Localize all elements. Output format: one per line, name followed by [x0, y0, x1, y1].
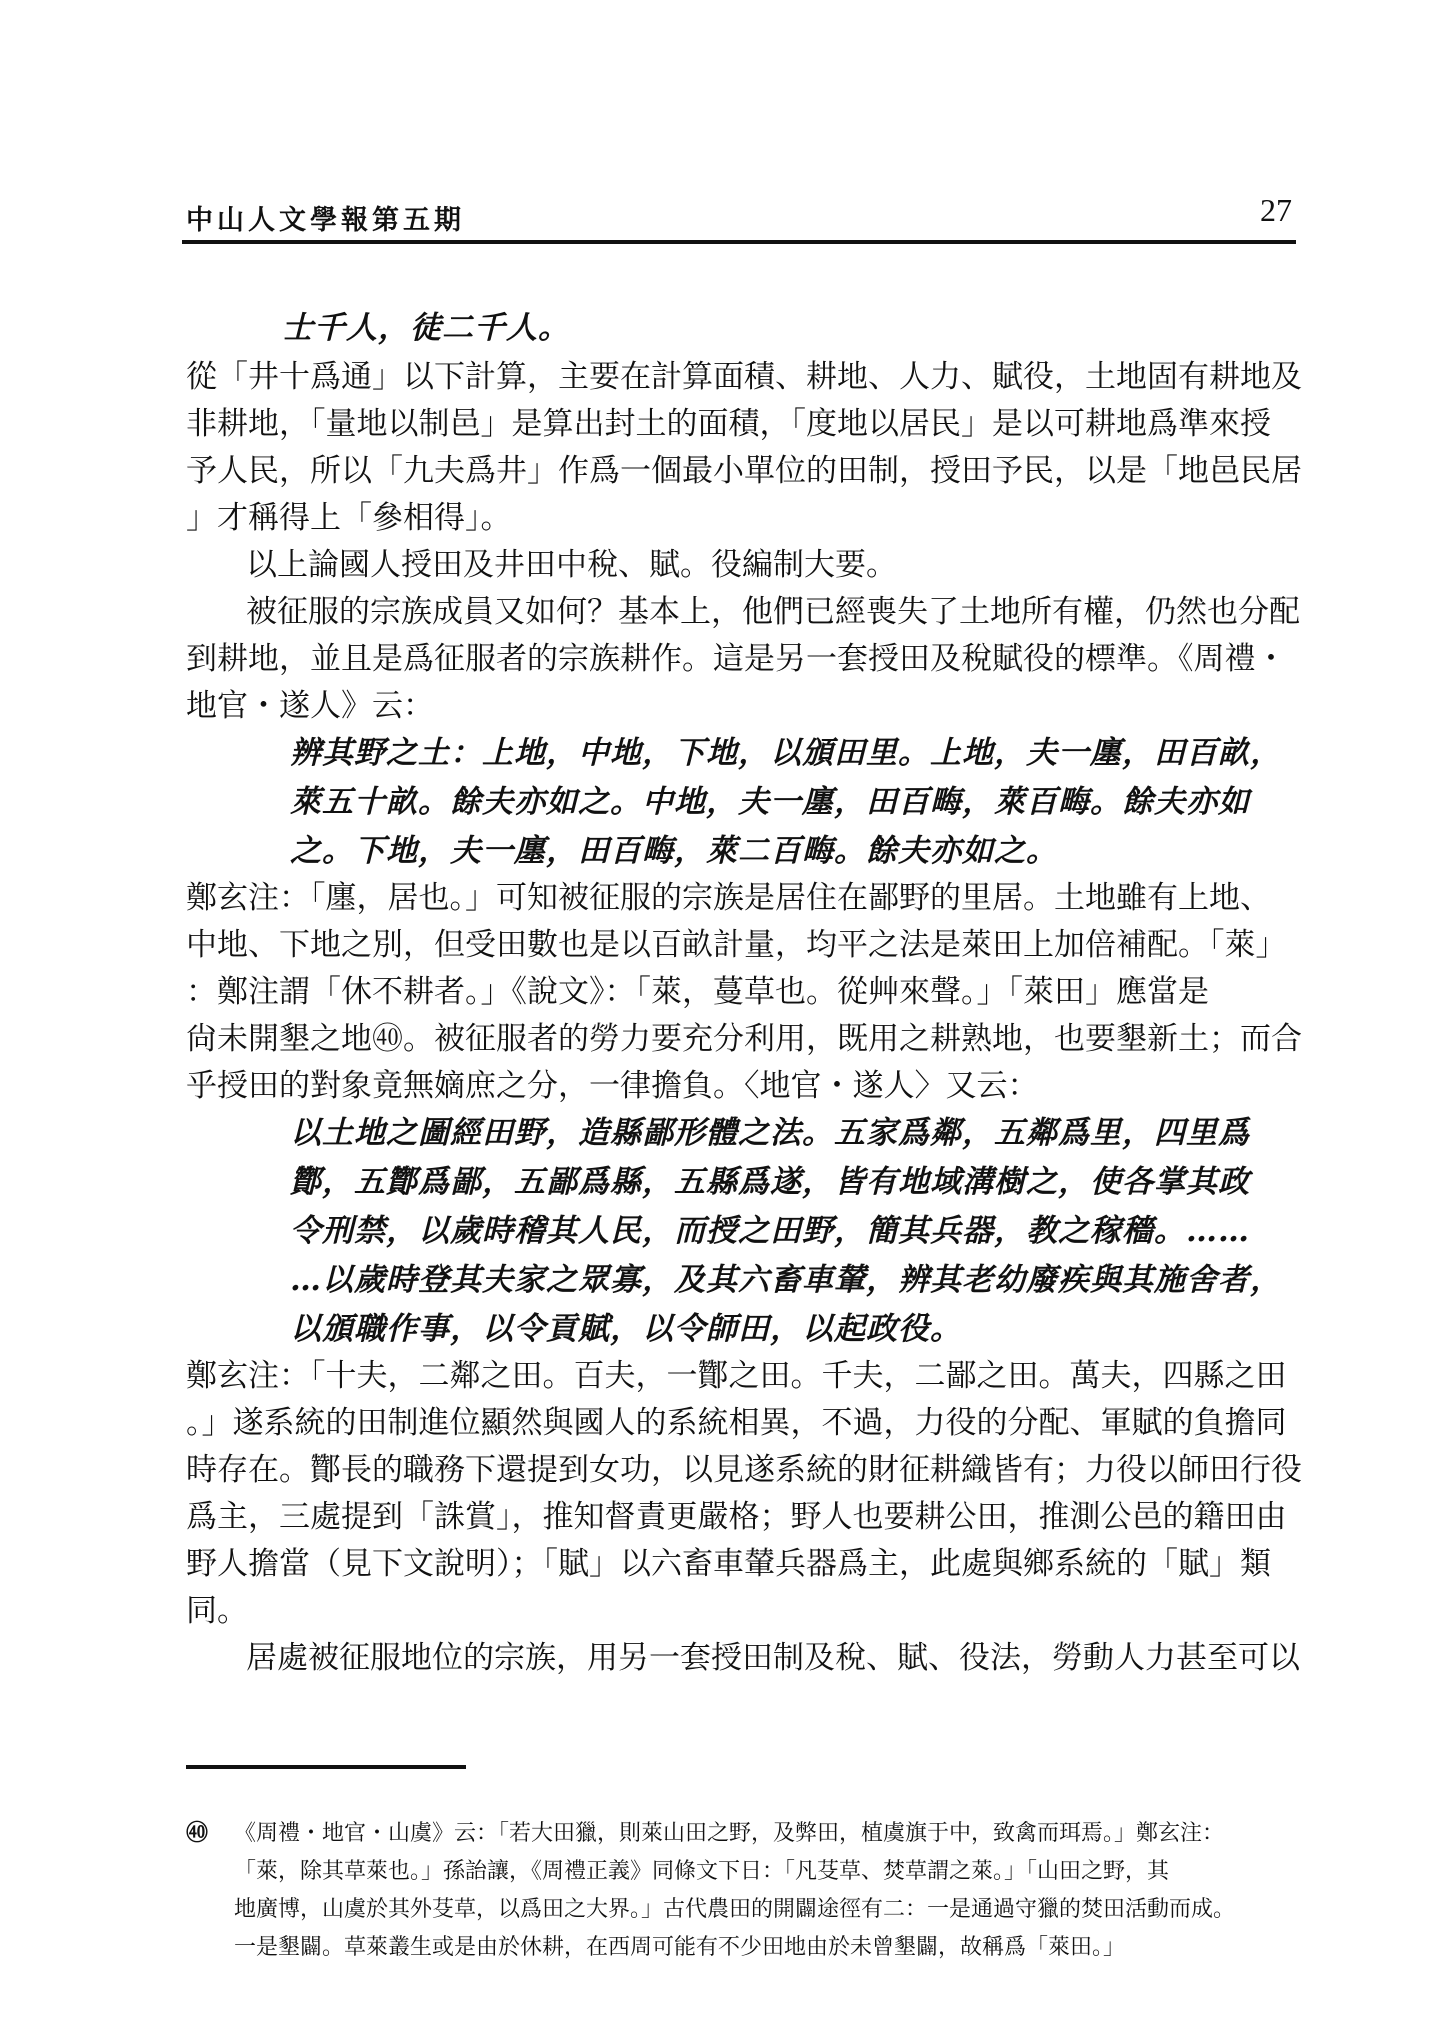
body-line: 同。: [186, 1593, 248, 1629]
body-line: 到耕地，並且是爲征服者的宗族耕作。這是另一套授田及稅賦役的標準。《周禮・: [186, 641, 1287, 677]
quote-line: 萊五十畝。餘夫亦如之。中地，夫一廛，田百畮，萊百畮。餘夫亦如: [290, 784, 1250, 820]
body-line: 從「井十爲通」以下計算，主要在計算面積、耕地、人力、賦役，土地固有耕地及: [186, 359, 1302, 395]
body-line: 。」遂系統的田制進位顯然與國人的系統相異，不過，力役的分配、軍賦的負擔同: [186, 1405, 1287, 1441]
body-line: 以上論國人授田及井田中稅、賦。役編制大要。: [246, 547, 897, 583]
quote-line: 酇，五酇爲鄙，五鄙爲縣，五縣爲遂，皆有地域溝樹之，使各掌其政: [290, 1164, 1250, 1200]
body-line: 中地、下地之別，但受田數也是以百畝計量，均平之法是萊田上加倍補配。「萊」: [186, 927, 1287, 963]
footnote-line: 「萊，除其草萊也。」孫詒讓，《周禮正義》同條文下日：「凡芟草、焚草謂之萊。」「山田之野，其: [234, 1859, 1170, 1884]
footnote-number: ㊵: [186, 1821, 209, 1846]
body-line: 尙未開墾之地㊵。被征服者的勞力要充分利用，既用之耕熟地，也要墾新土；而合: [186, 1021, 1302, 1057]
quote-line: 令刑禁，以歲時稽其人民，而授之田野，簡其兵器，教之稼穡。……: [290, 1213, 1250, 1249]
body-line: 地官・遂人》云：: [186, 688, 434, 724]
body-line: 野人擔當（見下文說明）；「賦」以六畜車輦兵器爲主，此處與鄉系統的「賦」類: [186, 1546, 1271, 1582]
body-line: 鄭玄注：「十夫，二鄰之田。百夫，一酇之田。千夫，二鄙之田。萬夫，四縣之田: [186, 1358, 1287, 1394]
quote-line: 士千人，徒二千人。: [282, 310, 570, 346]
body-line: 乎授田的對象竟無嫡庶之分，一律擔負。〈地官・遂人〉又云：: [186, 1068, 1039, 1104]
journal-title: 中山人文學報第五期: [186, 205, 465, 236]
footnote-line: 一是墾闢。草萊叢生或是由於休耕，在西周可能有不少田地由於未曾墾闢，故稱爲「萊田。」: [234, 1935, 1126, 1960]
quote-line: 之。下地，夫一廛，田百畮，萊二百畮。餘夫亦如之。: [290, 833, 1058, 869]
footnote-line: 地廣博，山虞於其外芟草，以爲田之大界。」古代農田的開闢途徑有二：一是通過守獵的焚田活動而成。: [234, 1897, 1236, 1922]
running-header: [186, 192, 1294, 238]
body-line: 予人民，所以「九夫爲井」作爲一個最小單位的田制，授田予民，以是「地邑民居: [186, 453, 1302, 489]
quote-line: 以頒職作事，以令貢賦，以令師田，以起政役。: [290, 1311, 962, 1347]
footnote-text: 《周禮・地官・山虞》云：「若大田獵，則萊山田之野，及弊田，植虞旗于中，致禽而珥焉。」鄭玄注：: [234, 1821, 1225, 1846]
header-rule: [182, 240, 1296, 244]
quote-line: 辨其野之土：上地，中地，下地，以頒田里。上地，夫一廛，田百畝，: [290, 735, 1282, 771]
quote-line: …以歲時登其夫家之眾寡，及其六畜車輦，辨其老幼廢疾與其施舍者，: [290, 1262, 1282, 1298]
body-line: 非耕地，「量地以制邑」是算出封土的面積，「度地以居民」是以可耕地爲準來授: [186, 406, 1271, 442]
footnote-line: [186, 1815, 1296, 1853]
body-line: 鄭玄注：「廛，居也。」可知被征服的宗族是居住在鄙野的里居。土地雖有上地、: [186, 880, 1271, 916]
body-line: 被征服的宗族成員又如何？基本上，他們已經喪失了土地所有權，仍然也分配: [246, 594, 1300, 630]
body-line: 爲主，三處提到「誅賞」，推知督責更嚴格；野人也要耕公田，推測公邑的籍田由: [186, 1499, 1287, 1535]
body-line: ：鄭注謂「休不耕者。」《說文》：「萊，蔓草也。從艸來聲。」「萊田」應當是: [186, 974, 1209, 1010]
page-number: 27: [1260, 192, 1292, 228]
body-line: 時存在。酇長的職務下還提到女功，以見遂系統的財征耕織皆有；力役以師田行役: [186, 1452, 1302, 1488]
body-line: 」才稱得上「參相得」。: [186, 500, 512, 536]
body-line: 居處被征服地位的宗族，用另一套授田制及稅、賦、役法，勞動人力甚至可以: [246, 1640, 1300, 1676]
quote-line: 以土地之圖經田野，造縣鄙形體之法。五家爲鄰，五鄰爲里，四里爲: [290, 1115, 1250, 1151]
footnote-rule: [186, 1765, 466, 1769]
